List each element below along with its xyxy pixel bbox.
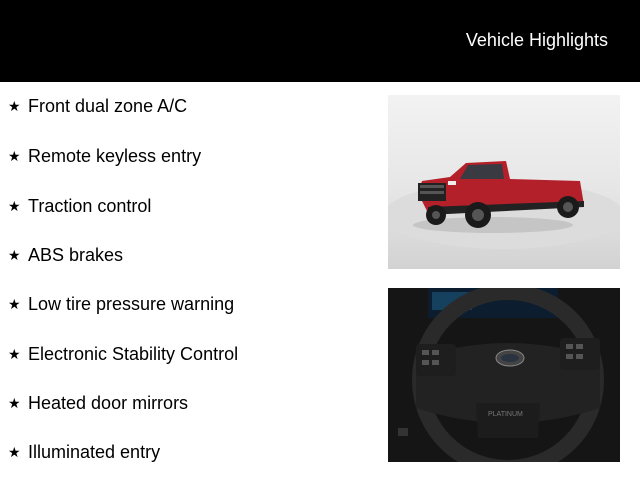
feature-label: Low tire pressure warning [28, 293, 235, 314]
feature-label: ABS brakes [28, 244, 124, 265]
page-title: Vehicle Highlights [465, 30, 608, 50]
truck-exterior-photo [388, 95, 620, 269]
feature-item [8, 391, 188, 415]
feature-item [8, 440, 160, 464]
feature-item [8, 243, 123, 267]
header-bar [0, 0, 640, 82]
feature-label: Remote keyless entry [28, 145, 202, 166]
star-icon: ★ [8, 345, 21, 362]
star-icon: ★ [8, 197, 21, 214]
steering-wheel-photo [388, 288, 620, 462]
star-icon: ★ [8, 97, 21, 114]
wheel-badge-text: PLATINUM [488, 411, 523, 418]
star-icon: ★ [8, 246, 21, 263]
feature-item [8, 342, 238, 366]
feature-label: Illuminated entry [28, 441, 161, 462]
feature-label: Traction control [28, 195, 152, 216]
star-icon: ★ [8, 147, 21, 164]
star-icon: ★ [8, 443, 21, 460]
star-icon: ★ [8, 295, 21, 312]
feature-label: Front dual zone A/C [28, 95, 188, 116]
feature-item [8, 144, 201, 168]
feature-item [8, 292, 234, 316]
speed-readout: 0 [540, 290, 547, 304]
feature-label: Electronic Stability Control [28, 343, 239, 364]
feature-item [8, 94, 187, 118]
star-icon: ★ [8, 394, 21, 411]
feature-label: Heated door mirrors [28, 392, 189, 413]
feature-item [8, 194, 151, 218]
